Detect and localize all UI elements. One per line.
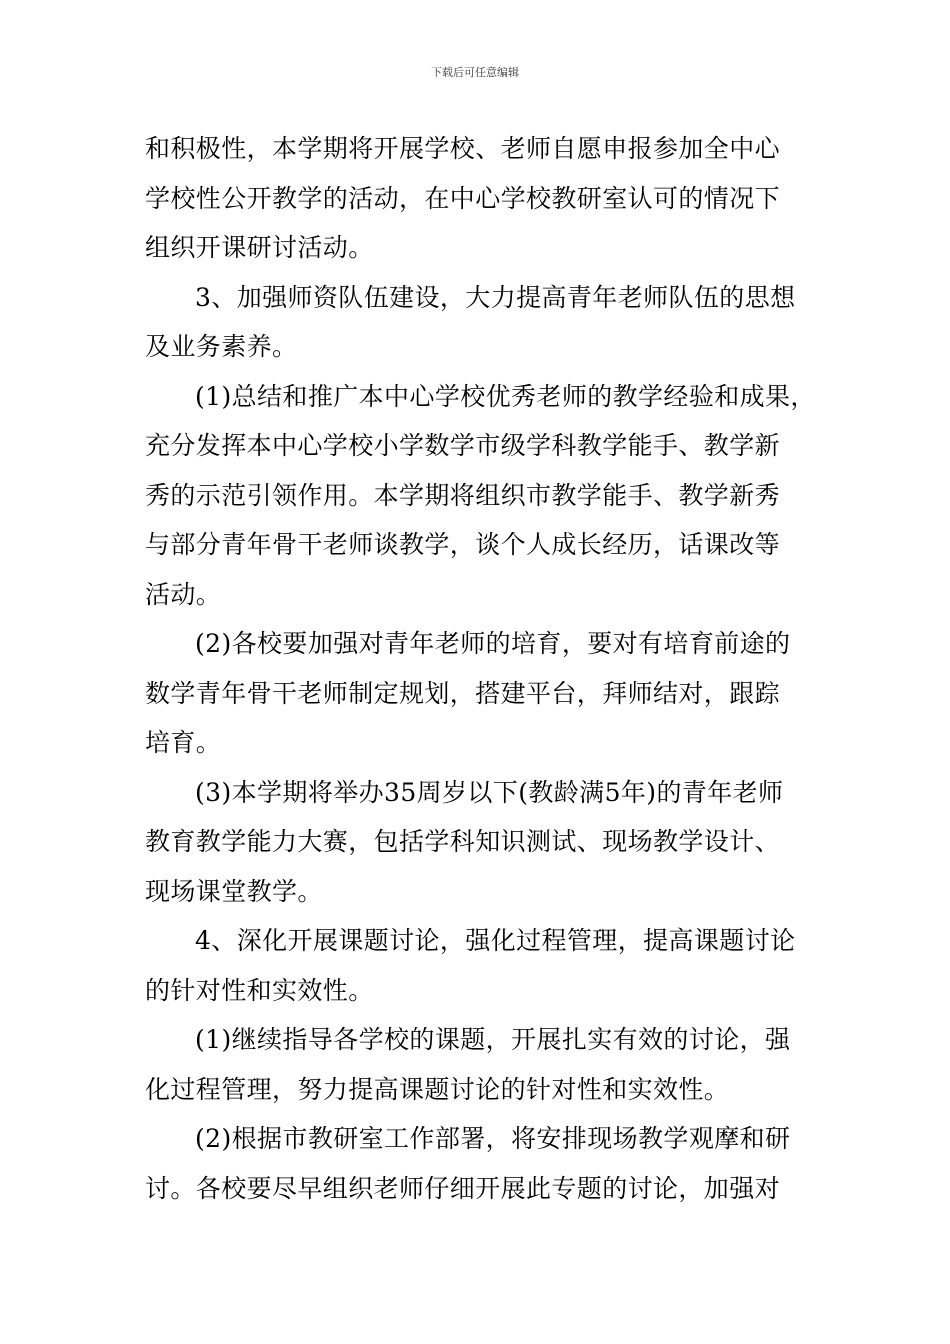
- text-line: 和积极性，本学期将开展学校、老师自愿申报参加全中心: [145, 134, 781, 163]
- list-item-line: (2)各校要加强对青年老师的培育，要对有培育前途的: [195, 629, 791, 658]
- section-heading-line: 3、加强师资队伍建设，大力提高青年老师队伍的思想: [195, 282, 796, 312]
- text-line: 教育教学能力大赛，包括学科知识测试、现场教学设计、: [145, 827, 781, 856]
- list-item-line: (2)根据市教研室工作部署，将安排现场教学观摩和研: [195, 1124, 791, 1153]
- section-heading-line: 4、深化开展课题讨论，强化过程管理，提高课题讨论: [195, 926, 796, 955]
- list-item-line: (3)本学期将举办35周岁以下(教龄满5年)的青年老师: [195, 777, 784, 807]
- text-line: 现场课堂教学。: [145, 876, 323, 906]
- text-line: 学校性公开教学的活动，在中心学校教研室认可的情况下: [145, 183, 781, 213]
- page-header: 下载后可任意编辑: [431, 66, 519, 79]
- text-line: 及业务素养。: [145, 332, 298, 361]
- text-line: 培育。: [145, 728, 222, 757]
- text-line: 化过程管理，努力提高课题讨论的针对性和实效性。: [145, 1074, 730, 1104]
- text-line: 组织开课研讨活动。: [145, 233, 374, 262]
- text-line: 数学青年骨干老师制定规划，搭建平台，拜师结对，跟踪: [145, 678, 781, 708]
- text-line: 活动。: [145, 579, 222, 609]
- document-body: [145, 124, 816, 1213]
- list-item-line: (1)继续指导各学校的课题，开展扎实有效的讨论，强: [195, 1025, 791, 1054]
- text-line: 充分发挥本中心学校小学数学市级学科教学能手、教学新: [145, 431, 781, 460]
- text-line: 与部分青年骨干老师谈教学，谈个人成长经历，话课改等: [145, 530, 781, 559]
- text-line: 讨。各校要尽早组织老师仔细开展此专题的讨论，加强对: [145, 1173, 781, 1203]
- text-line: 秀的示范引领作用。本学期将组织市教学能手、教学新秀: [145, 480, 781, 510]
- list-item-line: (1)总结和推广本中心学校优秀老师的教学经验和成果，: [195, 381, 816, 411]
- text-line: 的针对性和实效性。: [145, 975, 374, 1005]
